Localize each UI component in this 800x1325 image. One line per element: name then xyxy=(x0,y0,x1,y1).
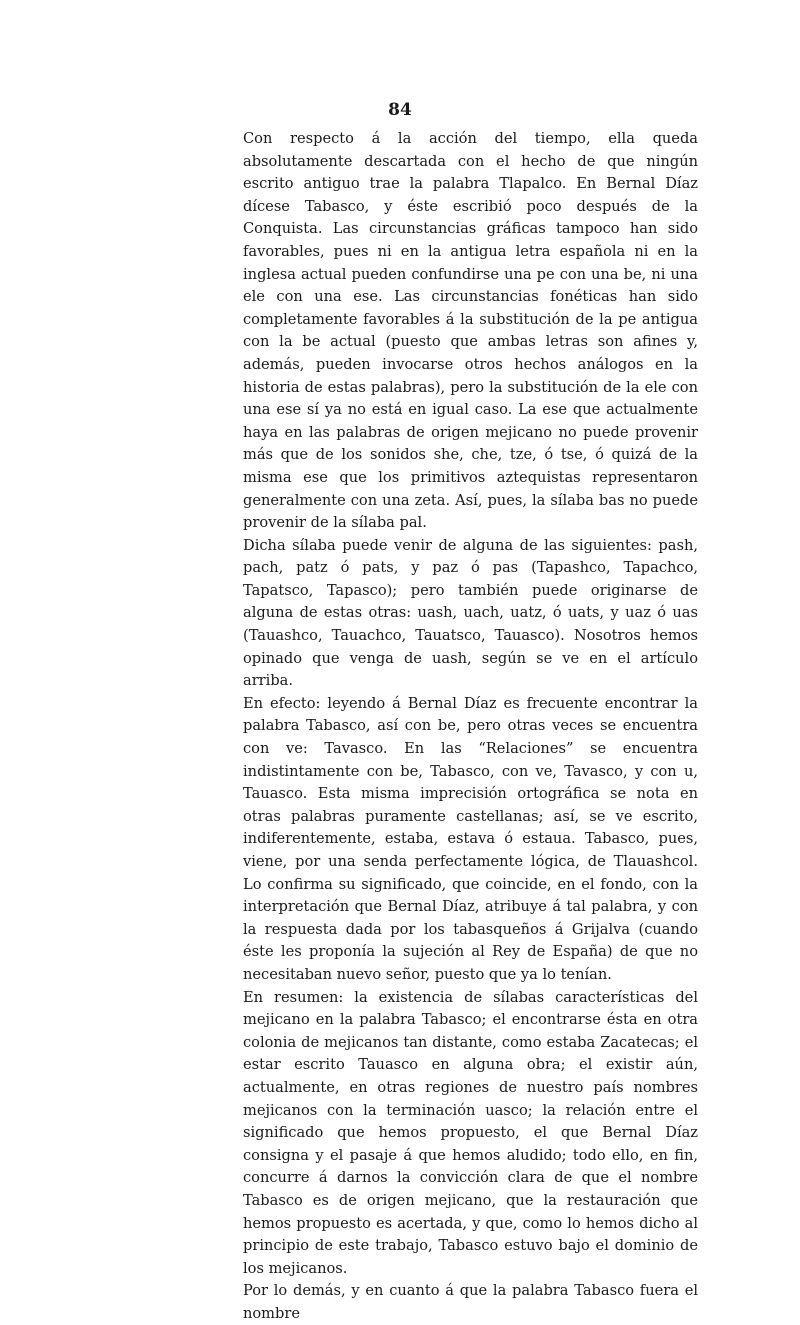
paragraph-3: En efecto: leyendo á Bernal Díaz es frecuente encontrar la palabra Tabasco, así con be, pero otras veces se encuentra con ve: Tavasco. En las “Relaciones” se encuentra indistintamente con be, Tabasco, con ve, Tavasco, y con u, Tauasco. Esta misma imprecisión ortográfica se nota en otras palabras puramente castellanas; así, se ve escrito, indiferentemente, estaba, estava ó estaua. Tabasco, pues, viene, por una senda perfectamente lógica, de Tlauashcol. Lo confirma su significado, que coincide, en el fondo, con la interpretación que Bernal Díaz, atribuye á tal palabra, y con la respuesta dada por los tabasqueños á Grijalva (cuando éste les proponía la sujeción al Rey de España) de que no necesitaban nuevo señor, puesto que ya lo tenían. xyxy=(243,694,698,983)
paragraph-4: En resumen: la existencia de sílabas características del mejicano en la palabra Tabasco; el encontrarse ésta en otra colonia de mejicanos tan distante, como estaba Zacatecas; el estar escrito Tauasco en alguna obra; el existir aún, actualmente, en otras regiones de nuestro país nombres mejicanos con la terminación uasco; la relación entre el significado que hemos propuesto, el que Bernal Díaz consigna y el pasaje á que hemos aludido; todo ello, en fin, concurre á darnos la convicción clara de que el nombre Tabasco es de origen mejicano, que la restauración que hemos propuesto es acertada, y que, como lo hemos dicho al principio de este trabajo, Tabasco estuvo bajo el dominio de los mejicanos. xyxy=(243,988,698,1277)
page-number: 84 xyxy=(388,100,412,120)
paragraph-1: Con respecto á la acción del tiempo, ella queda absolutamente descartada con el hecho de que ningún escrito antiguo trae la palabra Tlapalco. En Bernal Díaz dícese Tabasco, y éste escribió poco después de la Conquista. Las circunstancias gráficas tampoco han sido favorables, pues ni en la antigua letra española ni en la inglesa actual pueden confundirse una pe con una be, ni una ele con una ese. Las circunstancias fonéticas han sido completamente favorables á la substitución de la pe antigua con la be actual (puesto que ambas letras son afines y, además, pueden invocarse otros hechos análogos en la historia de estas palabras), pero la substitución de la ele con una ese sí ya no está en igual caso. La ese que actualmente haya en las palabras de origen mejicano no puede provenir más que de los sonidos she, che, tze, ó tse, ó quizá de la misma ese que los primitivos aztequistas representaron generalmente con una zeta. Así, pues, la sílaba bas no puede provenir de la sílaba pal. xyxy=(243,130,698,532)
paragraph-2: Dicha sílaba puede venir de alguna de las siguientes: pash, pach, patz ó pats, y paz ó pas (Tapashco, Tapachco, Tapatsco, Tapasco); pero también puede originarse de alguna de estas otras: uash, uach, uatz, ó uats, y uaz ó uas (Tauashco, Tauachco, Tauatsco, Tauasco). Nosotros hemos opinado que venga de uash, según se ve en el artículo arriba. xyxy=(243,536,698,690)
paragraph-5: Por lo demás, y en cuanto á que la palabra Tabasco fuera el nombre xyxy=(243,1282,698,1322)
body-text xyxy=(243,128,698,1325)
